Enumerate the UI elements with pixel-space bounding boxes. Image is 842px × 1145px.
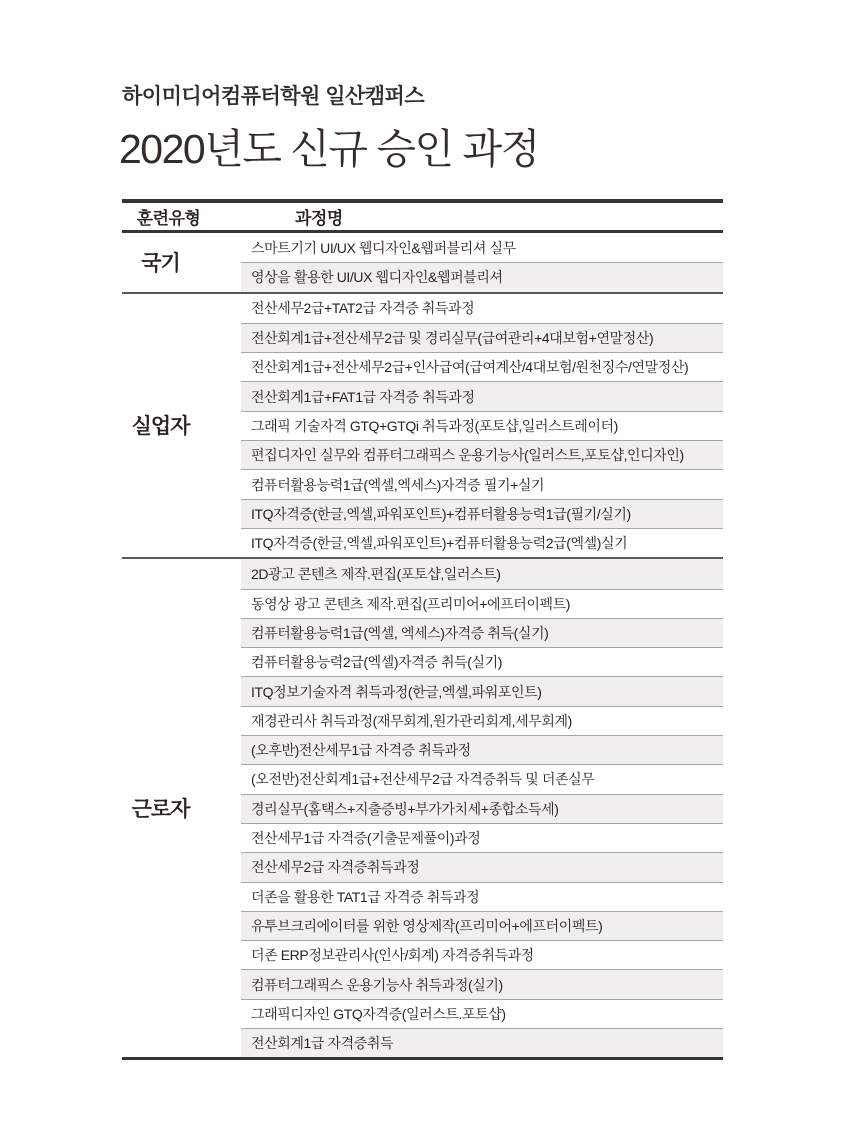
course-name: 그래픽디자인 GTQ자격증(일러스트.포토샵): [251, 1005, 506, 1022]
course-name: 전산회계1급+FAT1급 자격증 취득과정: [251, 388, 475, 405]
course-row: [241, 911, 723, 940]
course-name: 유투브크리에이터를 위한 영상제작(프리미어+에프터이펙트): [251, 917, 603, 934]
course-row: [241, 411, 723, 440]
course-name: 재경관리사 취득과정(재무회계,원가관리회계,세무회계): [251, 712, 572, 729]
course-name: 컴퓨터활용능력2급(엑셀)자격증 취득(실기): [251, 654, 503, 671]
course-row: [241, 1028, 723, 1057]
group-rows: [241, 294, 723, 558]
course-name: 전산세무2급 자격증취득과정: [251, 859, 420, 876]
course-name: 편집디자인 실무와 컴퓨터그래픽스 운용기능사(일러스트,포토샵,인디자인): [251, 447, 684, 464]
course-name: 컴퓨터활용능력1급(엑셀,엑세스)자격증 필기+실기: [251, 476, 545, 493]
column-header-training-type: 훈련유형: [136, 209, 201, 228]
course-row: [241, 528, 723, 557]
course-name: (오후반)전산세무1급 자격증 취득과정: [251, 742, 471, 759]
column-header-course-name: 과정명: [295, 209, 343, 228]
course-name: 경리실무(홈택스+지출증빙+부가가치세+종합소득세): [251, 800, 559, 817]
course-row: [241, 882, 723, 911]
course-name: 스마트기기 UI/UX 웹디자인&웹퍼블리셔 실무: [251, 239, 516, 256]
course-name: 2D광고 콘텐츠 제작.편집(포토샵,일러스트): [251, 565, 501, 582]
course-row: [241, 559, 723, 588]
course-name: ITQ정보기술자격 취득과정(한글,엑셀,파워포인트): [251, 683, 542, 700]
course-name: 더존 ERP정보관리사(인사/회계) 자격증취득과정: [251, 947, 534, 964]
course-name: ITQ자격증(한글,엑셀,파워포인트)+컴퓨터활용능력1급(필기/실기): [251, 505, 631, 522]
table-header-row: [122, 203, 723, 233]
course-row: [241, 323, 723, 352]
course-row: [241, 676, 723, 705]
course-name: 컴퓨터활용능력1급(엑셀, 엑세스)자격증 취득(실기): [251, 625, 549, 641]
course-row: [241, 440, 723, 469]
course-row: [241, 764, 723, 793]
course-name: 더존을 활용한 TAT1급 자격증 취득과정: [251, 888, 480, 905]
course-row: [241, 589, 723, 618]
course-row: [241, 381, 723, 410]
course-name: 전산회계1급 자격증취득: [251, 1035, 394, 1052]
course-name: 전산회계1급+전산세무2급 및 경리실무(급여관리+4대보험+연말정산): [251, 330, 654, 347]
course-name: ITQ자격증(한글,엑셀,파워포인트)+컴퓨터활용능력2급(엑셀)실기: [251, 535, 628, 552]
table-body: [122, 233, 723, 1057]
page-title: 2020년도 신규 승인 과정: [119, 126, 539, 172]
group-rows: [241, 233, 723, 292]
course-row: [241, 735, 723, 764]
course-name: (오전반)전산회계1급+전산세무2급 자격증취득 및 더존실무: [251, 771, 595, 788]
course-name: 전산회계1급+전산세무2급+인사급여(급여계산/4대보험/원천징수/연말정산): [251, 359, 689, 376]
course-row: [241, 262, 723, 291]
course-row: [241, 233, 723, 262]
course-name: 동영상 광고 콘텐츠 제작.편집(프리미어+에프터이펙트): [251, 595, 570, 612]
academy-name: 하이미디어컴퓨터학원 일산캠퍼스: [122, 85, 425, 108]
training-group-3: [122, 557, 723, 1057]
course-name: 전산세무1급 자격증(기출문제풀이)과정: [251, 830, 481, 847]
course-row: [241, 647, 723, 676]
course-row: [241, 618, 723, 647]
course-name: 전산세무2급+TAT2급 자격증 취득과정: [251, 300, 475, 317]
course-row: [241, 969, 723, 998]
course-name: 영상을 활용한 UI/UX 웹디자인&웹퍼블리셔: [251, 269, 503, 286]
course-name: 그래픽 기술자격 GTQ+GTQi 취득과정(포토샵,일러스트레이터): [251, 417, 618, 434]
course-row: [241, 852, 723, 881]
course-name: 컴퓨터그래픽스 운용기능사 취득과정(실기): [251, 976, 503, 993]
course-row: [241, 940, 723, 969]
course-row: [241, 794, 723, 823]
course-row: [241, 352, 723, 381]
group-rows: [241, 559, 723, 1057]
course-row: [241, 999, 723, 1028]
course-row: [241, 469, 723, 498]
course-table: [122, 199, 723, 1060]
course-row: [241, 706, 723, 735]
course-row: [241, 823, 723, 852]
course-row: [241, 499, 723, 528]
group-label: 국기: [122, 233, 241, 292]
group-label: 근로자: [122, 559, 241, 1057]
training-group-1: [122, 233, 723, 292]
group-label: 실업자: [122, 294, 241, 558]
course-row: [241, 294, 723, 323]
training-group-2: [122, 292, 723, 558]
